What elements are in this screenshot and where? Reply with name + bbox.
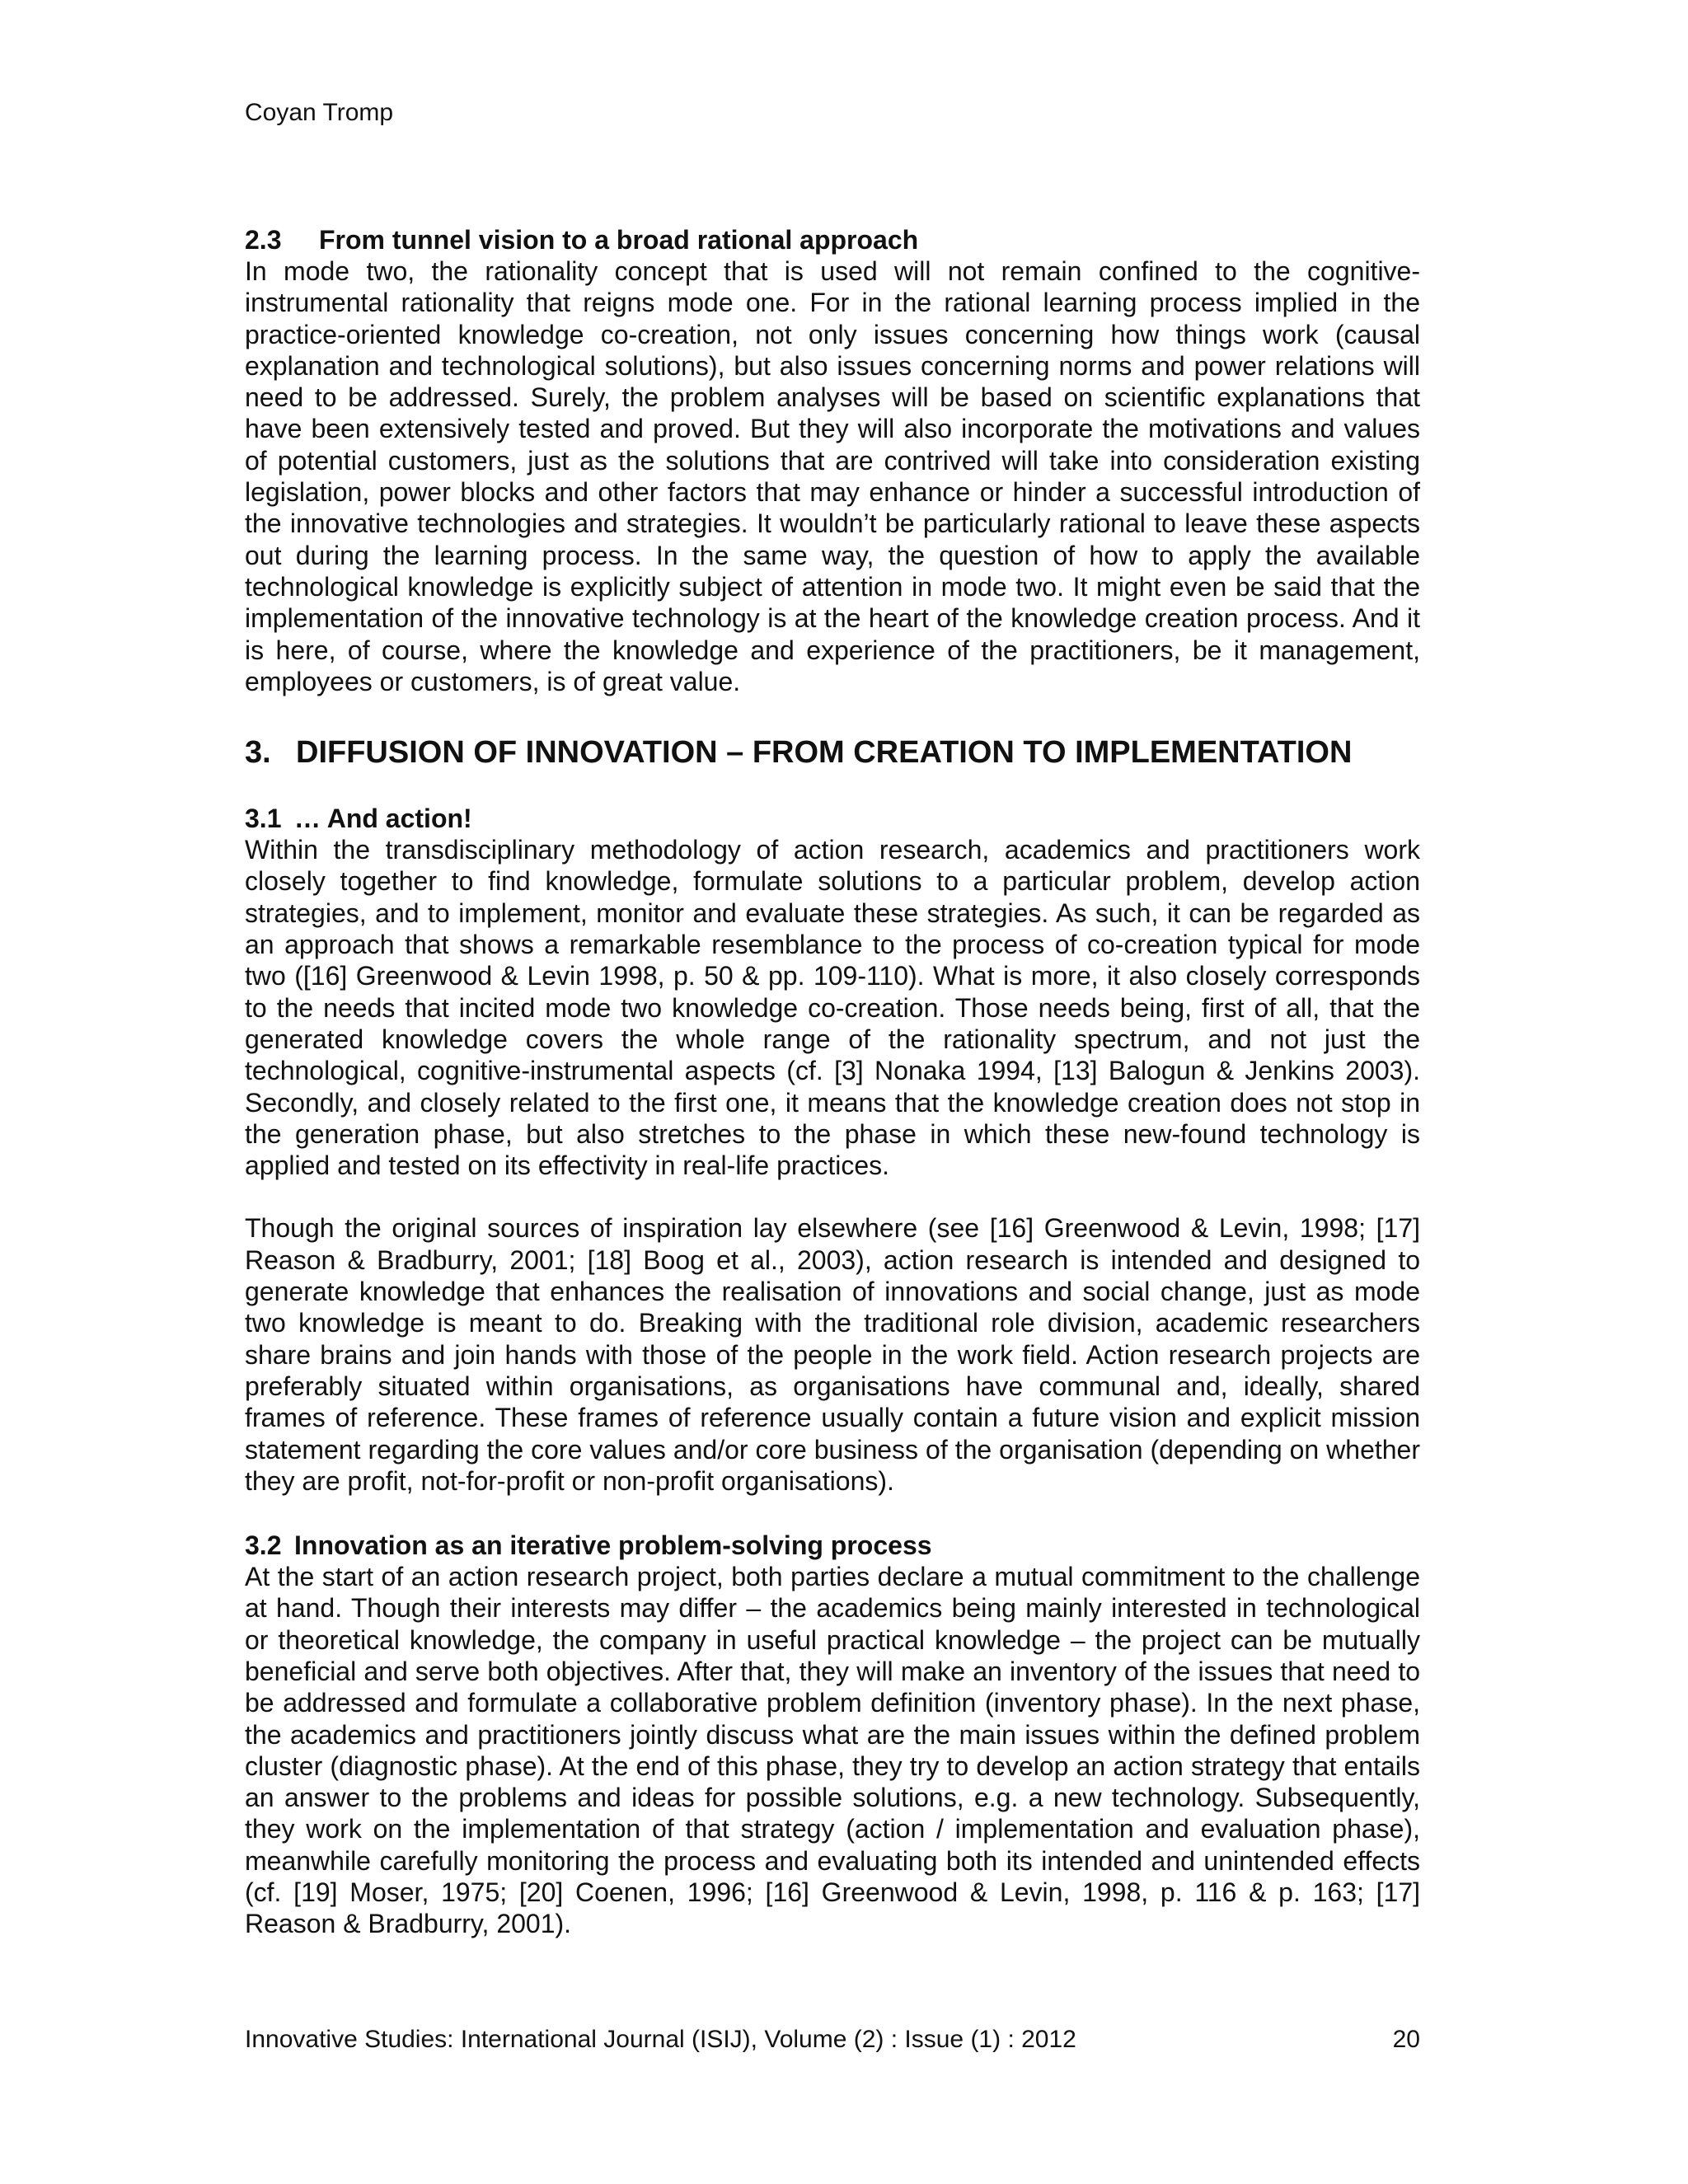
paragraph-spacer [245,1181,1420,1212]
footer-journal-citation: Innovative Studies: International Journal (ISIJ), Volume (2) : Issue (1) : 2012 [245,2026,1076,2053]
paragraph-spacer [245,1497,1420,1530]
paragraph-3-2: At the start of an action research project, both parties declare a mutual commitment to the challenge at hand. Though their interests may differ – the academics being mainly interested in technological or theoretical knowledge, the company in useful practical knowledge – the project can be mutually beneficial and serve both objectives. After that, they will make an inventory of the issues that need to be addressed and formulate a collaborative problem definition (inventory phase). In the next phase, the academics and practitioners jointly discuss what are the main issues within the defined problem cluster (diagnostic phase). At the end of this phase, they try to develop an action strategy that entails an answer to the problems and ideas for possible solutions, e.g. a new technology. Subsequently, they work on the implementation of that strategy (action / implementation and evaluation phase), meanwhile carefully monitoring the process and evaluating both its intended and unintended effects (cf. [19] Moser, 1975; [20] Coenen, 1996; [16] Greenwood & Levin, 1998, p. 116 & p. 163; [17] Reason & Bradburry, 2001). [245,1562,1420,1939]
subsection-title: From tunnel vision to a broad rational approach [319,225,919,255]
paragraph-3-1-a: Within the transdisciplinary methodology of action research, academics and practitioners work closely together to find knowledge, formulate solutions to a particular problem, develop action strategies, and to implement, monitor and evaluate these strategies. As such, it can be regarded as an approach that shows a remarkable resemblance to the process of co-creation typical for mode two ([16] Greenwood & Levin 1998, p. 50 & pp. 109-110). What is more, it also closely corresponds to the needs that incited mode two knowledge co-creation. Those needs being, first of all, that the generated knowledge covers the whole range of the rationality spectrum, and not just the technological, cognitive-instrumental aspects (cf. [3] Nonaka 1994, [13] Balogun & Jenkins 2003). Secondly, and closely related to the first one, it means that the knowledge creation does not stop in the generation phase, but also stretches to the phase in which these new-found technology is applied and tested on its effectivity in real-life practices. [245,835,1420,1181]
subsection-heading-3-1 [245,803,1420,834]
subsection-title: … And action! [294,804,472,834]
subsection-heading-3-2 [245,1530,1420,1561]
section-number: 3. [245,735,271,771]
section-title: DIFFUSION OF INNOVATION – FROM CREATION TO IMPLEMENTATION [296,735,1353,771]
footer-page-number: 20 [1392,2026,1420,2053]
subsection-number: 2.3 [245,225,282,255]
running-header-author: Coyan Tromp [245,99,394,126]
subsection-title: Innovation as an iterative problem-solving process [294,1530,932,1561]
paragraph-2-3: In mode two, the rationality concept that is used will not remain confined to the cognitive-instrumental rationality that reigns mode one. For in the rational learning process implied in the practice-oriented knowledge co-creation, not only issues concerning how things work (causal explanation and technological solutions), but also issues concerning norms and power relations will need to be addressed. Surely, the problem analyses will be based on scientific explanations that have been extensively tested and proved. But they will also incorporate the motivations and values of potential customers, just as the solutions that are contrived will take into consideration existing legislation, power blocks and other factors that may enhance or hinder a successful introduction of the innovative technologies and strategies. It wouldn’t be particularly rational to leave these aspects out during the learning process. In the same way, the question of how to apply the available technological knowledge is explicitly subject of attention in mode two. It might even be said that the implementation of the innovative technology is at the heart of the knowledge creation process. And it is here, of course, where the knowledge and experience of the practitioners, be it management, employees or customers, is of great value. [245,256,1420,696]
article-body [245,224,1420,1940]
subsection-heading-2-3 [245,224,1420,255]
subsection-number: 3.2 [245,1530,282,1561]
subsection-number: 3.1 [245,804,282,834]
document-page [245,0,1420,2184]
section-heading-3 [245,733,1420,771]
paragraph-3-1-b: Though the original sources of inspiration lay elsewhere (see [16] Greenwood & Levin, 1998; [17] Reason & Bradburry, 2001; [18] Boog et al., 2003), action research is intended and designed to generate knowledge that enhances the realisation of innovations and social change, just as mode two knowledge is meant to do. Breaking with the traditional role division, academic researchers share brains and join hands with those of the people in the work field. Action research projects are preferably situated within organisations, as organisations have communal and, ideally, shared frames of reference. These frames of reference usually contain a future vision and explicit mission statement regarding the core values and/or core business of the organisation (depending on whether they are profit, not-for-profit or non-profit organisations). [245,1213,1420,1496]
